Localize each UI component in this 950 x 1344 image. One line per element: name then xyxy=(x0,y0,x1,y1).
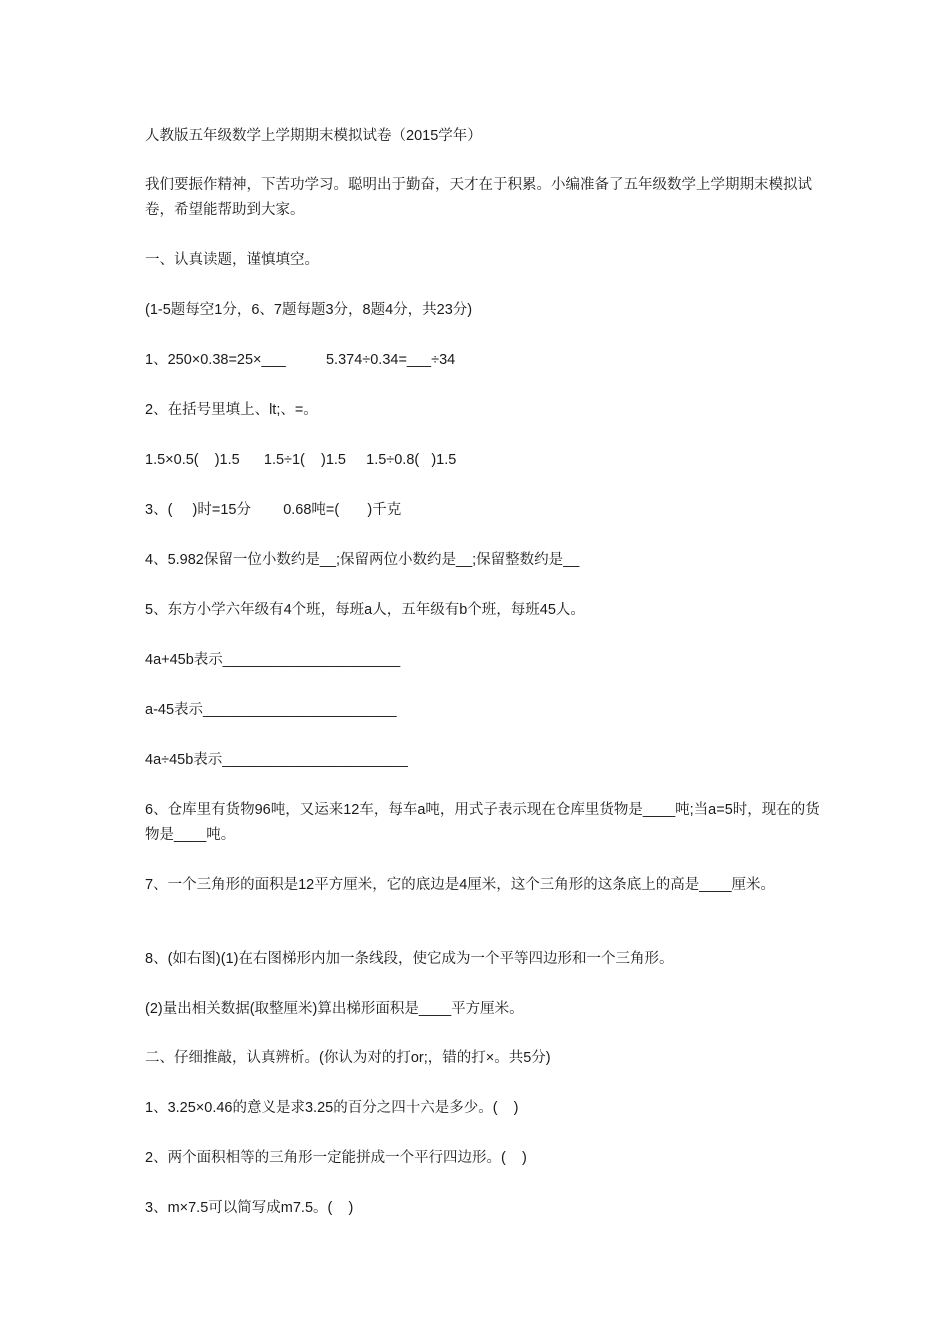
question-2-2: 2、两个面积相等的三角形一定能拼成一个平行四边形。( ) xyxy=(145,1150,527,1166)
question-1-7: 7、一个三角形的面积是12平方厘米，它的底边是4厘米，这个三角形的这条底上的高是____厘米。 xyxy=(145,877,776,893)
question-2-3: 3、m×7.5可以简写成m7.5。( ) xyxy=(145,1200,354,1216)
question-1-6: 6、仓库里有货物96吨，又运来12车，每车a吨，用式子表示现在仓库里货物是____吨;当a=5时，现在的货物是____吨。 xyxy=(145,802,820,843)
question-1-1: 1、250×0.38=25×___ 5.374÷0.34=___÷34 xyxy=(145,352,456,368)
document-title: 人教版五年级数学上学期期末模拟试卷（2015学年） xyxy=(145,128,482,144)
intro-paragraph: 我们要振作精神，下苦功学习。聪明出于勤奋，天才在于积累。小编准备了五年级数学上学期期末模拟试卷，希望能帮助到大家。 xyxy=(145,177,812,218)
question-1-2-items: 1.5×0.5( )1.5 1.5÷1( )1.5 1.5÷0.8( )1.5 xyxy=(145,452,457,468)
section2-heading: 二、仔细推敲，认真辨析。(你认为对的打or;，错的打×。共5分) xyxy=(145,1050,551,1066)
question-1-5: 5、东方小学六年级有4个班，每班a人，五年级有b个班，每班45人。 xyxy=(145,602,585,618)
section1-heading: 一、认真读题，谨慎填空。 xyxy=(145,252,319,268)
question-1-2: 2、在括号里填上、lt;、=。 xyxy=(145,402,318,418)
question-1-5b: a-45表示________________________ xyxy=(145,702,397,718)
question-1-5c: 4a÷45b表示_______________________ xyxy=(145,752,408,768)
question-1-4: 4、5.982保留一位小数约是__;保留两位小数约是__;保留整数约是__ xyxy=(145,552,580,568)
question-1-8: 8、(如右图)(1)在右图梯形内加一条线段，使它成为一个平等四边形和一个三角形。 xyxy=(145,951,674,967)
question-1-8b: (2)量出相关数据(取整厘米)算出梯形面积是____平方厘米。 xyxy=(145,1001,524,1017)
question-1-5a: 4a+45b表示______________________ xyxy=(145,652,401,668)
question-2-1: 1、3.25×0.46的意义是求3.25的百分之四十六是多少。( ) xyxy=(145,1100,519,1116)
question-1-3: 3、( )时=15分 0.68吨=( )千克 xyxy=(145,502,402,518)
section1-scoring: (1-5题每空1分，6、7题每题3分，8题4分，共23分) xyxy=(145,302,473,318)
